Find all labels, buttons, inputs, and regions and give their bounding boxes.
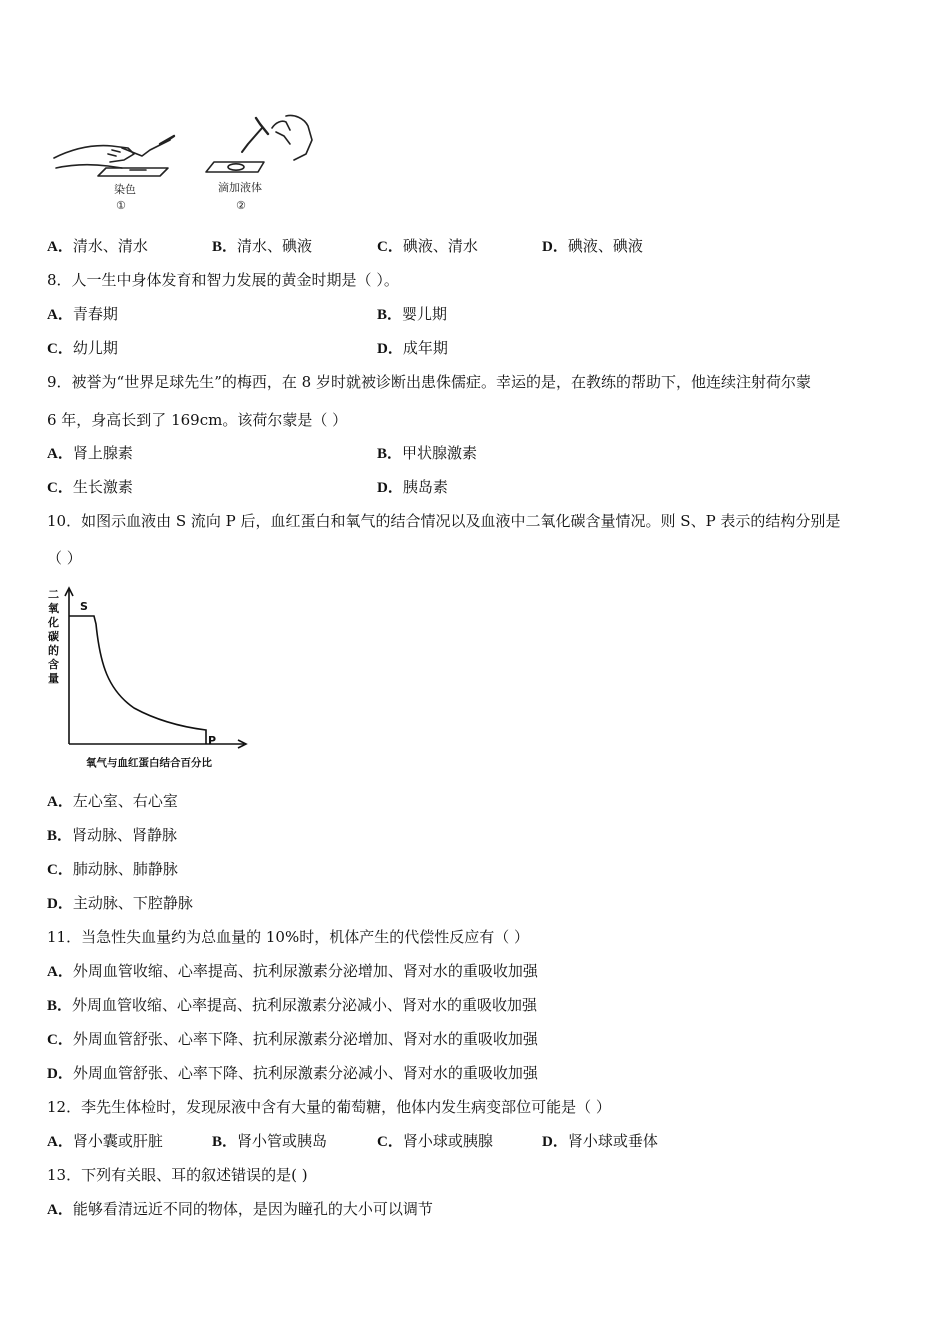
q7-option-c[interactable]: C．碘液、清水 bbox=[377, 237, 478, 255]
figure-number-2: ② bbox=[236, 199, 246, 212]
y-axis-label-char: 碳 bbox=[48, 630, 59, 643]
q10-option-b[interactable]: B．肾动脉、肾静脉 bbox=[47, 826, 178, 844]
q10-stem-line1: 10．如图示血液由 S 流向 P 后，血红蛋白和氧气的结合情况以及血液中二氧化碳含量情况。则 S、P 表示的结构分别是 bbox=[47, 512, 841, 530]
y-axis-label-char: 量 bbox=[48, 672, 59, 685]
q11-stem: 11．当急性失血量约为总血量的 10%时，机体产生的代偿性反应有（ ） bbox=[47, 928, 529, 946]
start-point-label: S bbox=[80, 600, 88, 613]
q8-option-a[interactable]: A．青春期 bbox=[47, 305, 118, 323]
q7-option-d[interactable]: D．碘液、碘液 bbox=[542, 237, 643, 255]
q7-option-a[interactable]: A．清水、清水 bbox=[47, 237, 148, 255]
q8-option-c[interactable]: C．幼儿期 bbox=[47, 339, 118, 357]
q8-option-d[interactable]: D．成年期 bbox=[377, 339, 448, 357]
q9-option-c[interactable]: C．生长激素 bbox=[47, 478, 133, 496]
q9-stem-line2: 6 年，身高长到了 169cm。该荷尔蒙是（ ） bbox=[47, 411, 348, 429]
q10-option-a[interactable]: A．左心室、右心室 bbox=[47, 792, 178, 810]
q13-stem: 13．下列有关眼、耳的叙述错误的是( ) bbox=[47, 1166, 308, 1184]
co2-curve bbox=[69, 616, 206, 744]
q12-stem: 12．李先生体检时，发现尿液中含有大量的葡萄糖，他体内发生病变部位可能是（ ） bbox=[47, 1098, 611, 1116]
q11-option-a[interactable]: A．外周血管收缩、心率提高、抗利尿激素分泌增加、肾对水的重吸收加强 bbox=[47, 962, 538, 980]
figure-number-1: ① bbox=[116, 199, 126, 212]
q9-option-b[interactable]: B．甲状腺激素 bbox=[377, 444, 478, 462]
co2-oxygen-plot bbox=[44, 584, 256, 776]
q10-stem-line2: （ ） bbox=[47, 549, 82, 567]
staining-illustration bbox=[50, 110, 320, 218]
q8-option-b[interactable]: B．婴儿期 bbox=[377, 305, 448, 323]
q11-option-b[interactable]: B．外周血管收缩、心率提高、抗利尿激素分泌减小、肾对水的重吸收加强 bbox=[47, 996, 538, 1014]
q7-option-b[interactable]: B．清水、碘液 bbox=[212, 237, 313, 255]
x-axis-label: 氧气与血红蛋白结合百分比 bbox=[86, 757, 212, 769]
y-axis-label-char: 二 bbox=[48, 588, 59, 601]
q12-option-a[interactable]: A．肾小囊或肝脏 bbox=[47, 1132, 163, 1150]
q9-option-d[interactable]: D．胰岛素 bbox=[377, 478, 448, 496]
co2-oxygen-chart bbox=[44, 584, 256, 776]
end-point-label: P bbox=[208, 734, 217, 747]
y-axis-label-char: 化 bbox=[48, 616, 59, 629]
q12-option-c[interactable]: C．肾小球或胰腺 bbox=[377, 1132, 493, 1150]
staining-figure bbox=[50, 110, 320, 218]
y-axis-label-char: 的 bbox=[48, 644, 59, 657]
q13-option-a[interactable]: A．能够看清远近不同的物体，是因为瞳孔的大小可以调节 bbox=[47, 1200, 433, 1218]
q9-stem-line1: 9．被誉为“世界足球先生”的梅西，在 8 岁时就被诊断出患侏儒症。幸运的是，在教练的帮助下，他连续注射荷尔蒙 bbox=[47, 373, 811, 391]
q11-option-c[interactable]: C．外周血管舒张、心率下降、抗利尿激素分泌增加、肾对水的重吸收加强 bbox=[47, 1030, 538, 1048]
y-axis-label bbox=[47, 588, 60, 685]
figure-label-2: 滴加液体 bbox=[218, 181, 262, 194]
q9-option-a[interactable]: A．肾上腺素 bbox=[47, 444, 133, 462]
figure-label-1: 染色 bbox=[114, 183, 136, 196]
q12-option-d[interactable]: D．肾小球或垂体 bbox=[542, 1132, 658, 1150]
q10-option-c[interactable]: C．肺动脉、肺静脉 bbox=[47, 860, 178, 878]
q12-option-b[interactable]: B．肾小管或胰岛 bbox=[212, 1132, 328, 1150]
y-axis-label-char: 含 bbox=[48, 658, 59, 671]
y-axis-label-char: 氧 bbox=[48, 602, 59, 615]
q8-stem: 8．人一生中身体发育和智力发展的黄金时期是（ ）。 bbox=[47, 271, 399, 289]
q11-option-d[interactable]: D．外周血管舒张、心率下降、抗利尿激素分泌减小、肾对水的重吸收加强 bbox=[47, 1064, 538, 1082]
q10-option-d[interactable]: D．主动脉、下腔静脉 bbox=[47, 894, 193, 912]
